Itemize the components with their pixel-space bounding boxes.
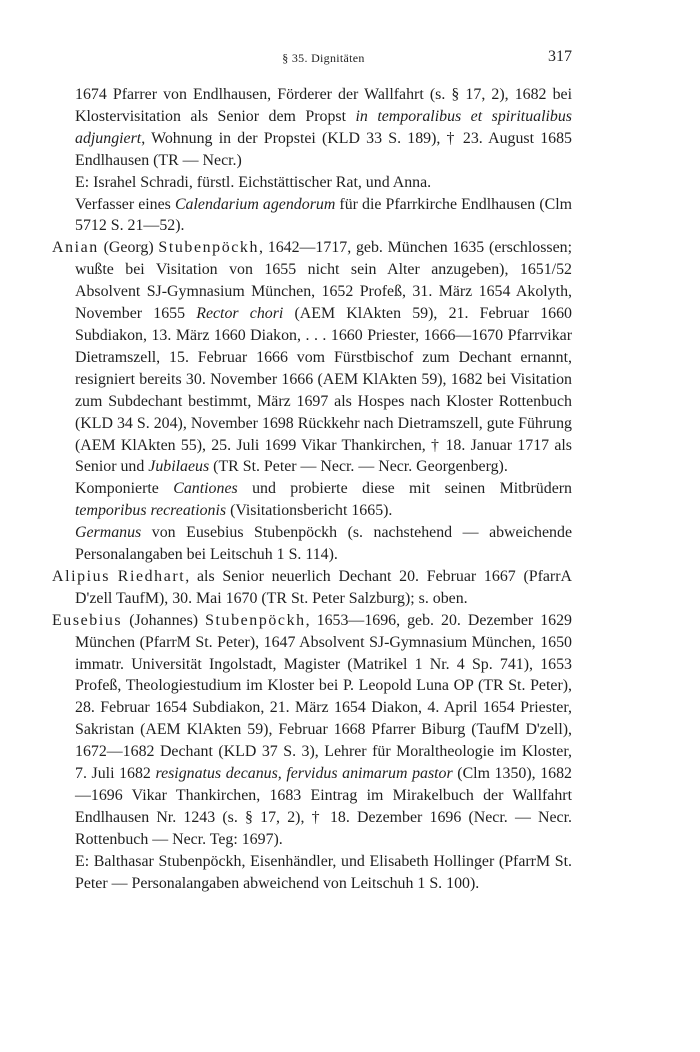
entry-surname: Riedhart	[117, 567, 186, 585]
entry-name: Eusebius	[52, 611, 123, 629]
paragraph: 1674 Pfarrer von Endlhausen, Förderer der Wallfahrt (s. § 17, 2), 1682 bei Klostervisitation als Senior dem Propst in temporalibus et spiritualibus adjungiert, Wohnung in der Propstei (KLD 33 S. 189), † 23. August 1685 Endlhausen (TR — Necr.)	[75, 86, 572, 169]
paragraph: Germanus von Eusebius Stubenpöckh (s. nachstehend — abweichende Personalangaben bei Leitschuh 1 S. 114).	[75, 524, 572, 564]
entry-name: Anian	[52, 239, 99, 257]
entry-surname: Stubenpöckh	[205, 611, 306, 629]
entry-main-paragraph: Eusebius (Johannes) Stubenpöckh, 1653—1696, geb. 20. Dezember 1629 München (PfarrM St. Peter), 1647 Absolvent SJ-Gymnasium München, 1650 immatr. Universität Ingolstadt, Magister (Matrikel 1 Nr. 4 Sp. 741), 1653 Profeß, Theologiestudium im Kloster bei P. Leopold Luna OP (TR St. Peter), 28. Februar 1654 Subdiakon, 21. März 1654 Diakon, 4. April 1654 Priester, Sakristan (AEM KlAkten 59), Februar 1668 Pfarrer Biburg (TaufM D'zell), 1672—1682 Dechant (KLD 37 S. 3), Lehrer für Moraltheologie im Kloster, 7. Juli 1682 resignatus decanus, fervidus animarum pastor (Clm 1350), 1682—1696 Vikar Thankirchen, 1683 Eintrag im Mirakelbuch der Wallfahrt Endlhausen Nr. 1243 (s. § 17, 2), † 18. Dezember 1696 (Necr. — Necr. Rottenbuch — Necr. Teg: 1697).	[52, 611, 572, 848]
page-number: 317	[548, 48, 572, 65]
entry-eusebius	[52, 610, 572, 895]
paragraph: Verfasser eines Calendarium agendorum für die Pfarrkirche Endlhausen (Clm 5712 S. 21—52).	[75, 195, 572, 235]
document-body	[52, 84, 572, 895]
running-header	[75, 48, 572, 72]
entry-main-paragraph: Anian (Georg) Stubenpöckh, 1642—1717, geb. München 1635 (erschlossen; wußte bei Visitation von 1655 nicht sein Alter anzugeben), 1651/52 Absolvent SJ-Gymnasium München, 1652 Profeß, 31. März 1654 Akolyth, November 1655 Rector chori (AEM KlAkten 59), 21. Februar 1660 Subdiakon, 13. März 1660 Diakon, . . . 1660 Priester, 1666—1670 Pfarrvikar Dietramszell, 15. Februar 1666 vom Fürstbischof zum Dechant ernannt, resigniert bereits 30. November 1666 (AEM KlAkten 59), 1682 bei Visitation zum Subdechant bestimmt, März 1697 als Hospes nach Kloster Rottenbuch (KLD 34 S. 204), November 1698 Rückkehr nach Dietramszell, gute Führung (AEM KlAkten 55), 25. Juli 1699 Vikar Thankirchen, † 18. Januar 1717 als Senior und Jubilaeus (TR St. Peter — Necr. — Necr. Georgenberg).	[52, 239, 573, 476]
paragraph: Komponierte Cantiones und probierte diese mit seinen Mitbrüdern temporibus recreationis (Visitationsbericht 1665).	[75, 480, 572, 520]
entry-alipius	[52, 566, 572, 610]
entry-main-paragraph: Alipius Riedhart, als Senior neuerlich Dechant 20. Februar 1667 (PfarrA D'zell TaufM), 30. Mai 1670 (TR St. Peter Salzburg); s. oben.	[52, 567, 572, 607]
section-title: § 35. Dignitäten	[282, 51, 365, 65]
paragraph: E: Balthasar Stubenpöckh, Eisenhändler, und Elisabeth Hollinger (PfarrM St. Peter — Personalangaben abweichend von Leitschuh 1 S. 100).	[75, 852, 572, 892]
entry-surname: Stubenpöckh	[158, 239, 259, 257]
entry-name: Alipius	[52, 567, 110, 585]
entry-anian	[52, 237, 572, 566]
paragraph: E: Israhel Schradi, fürstl. Eichstättischer Rat, und Anna.	[75, 173, 432, 191]
entry-continuation	[52, 84, 572, 237]
